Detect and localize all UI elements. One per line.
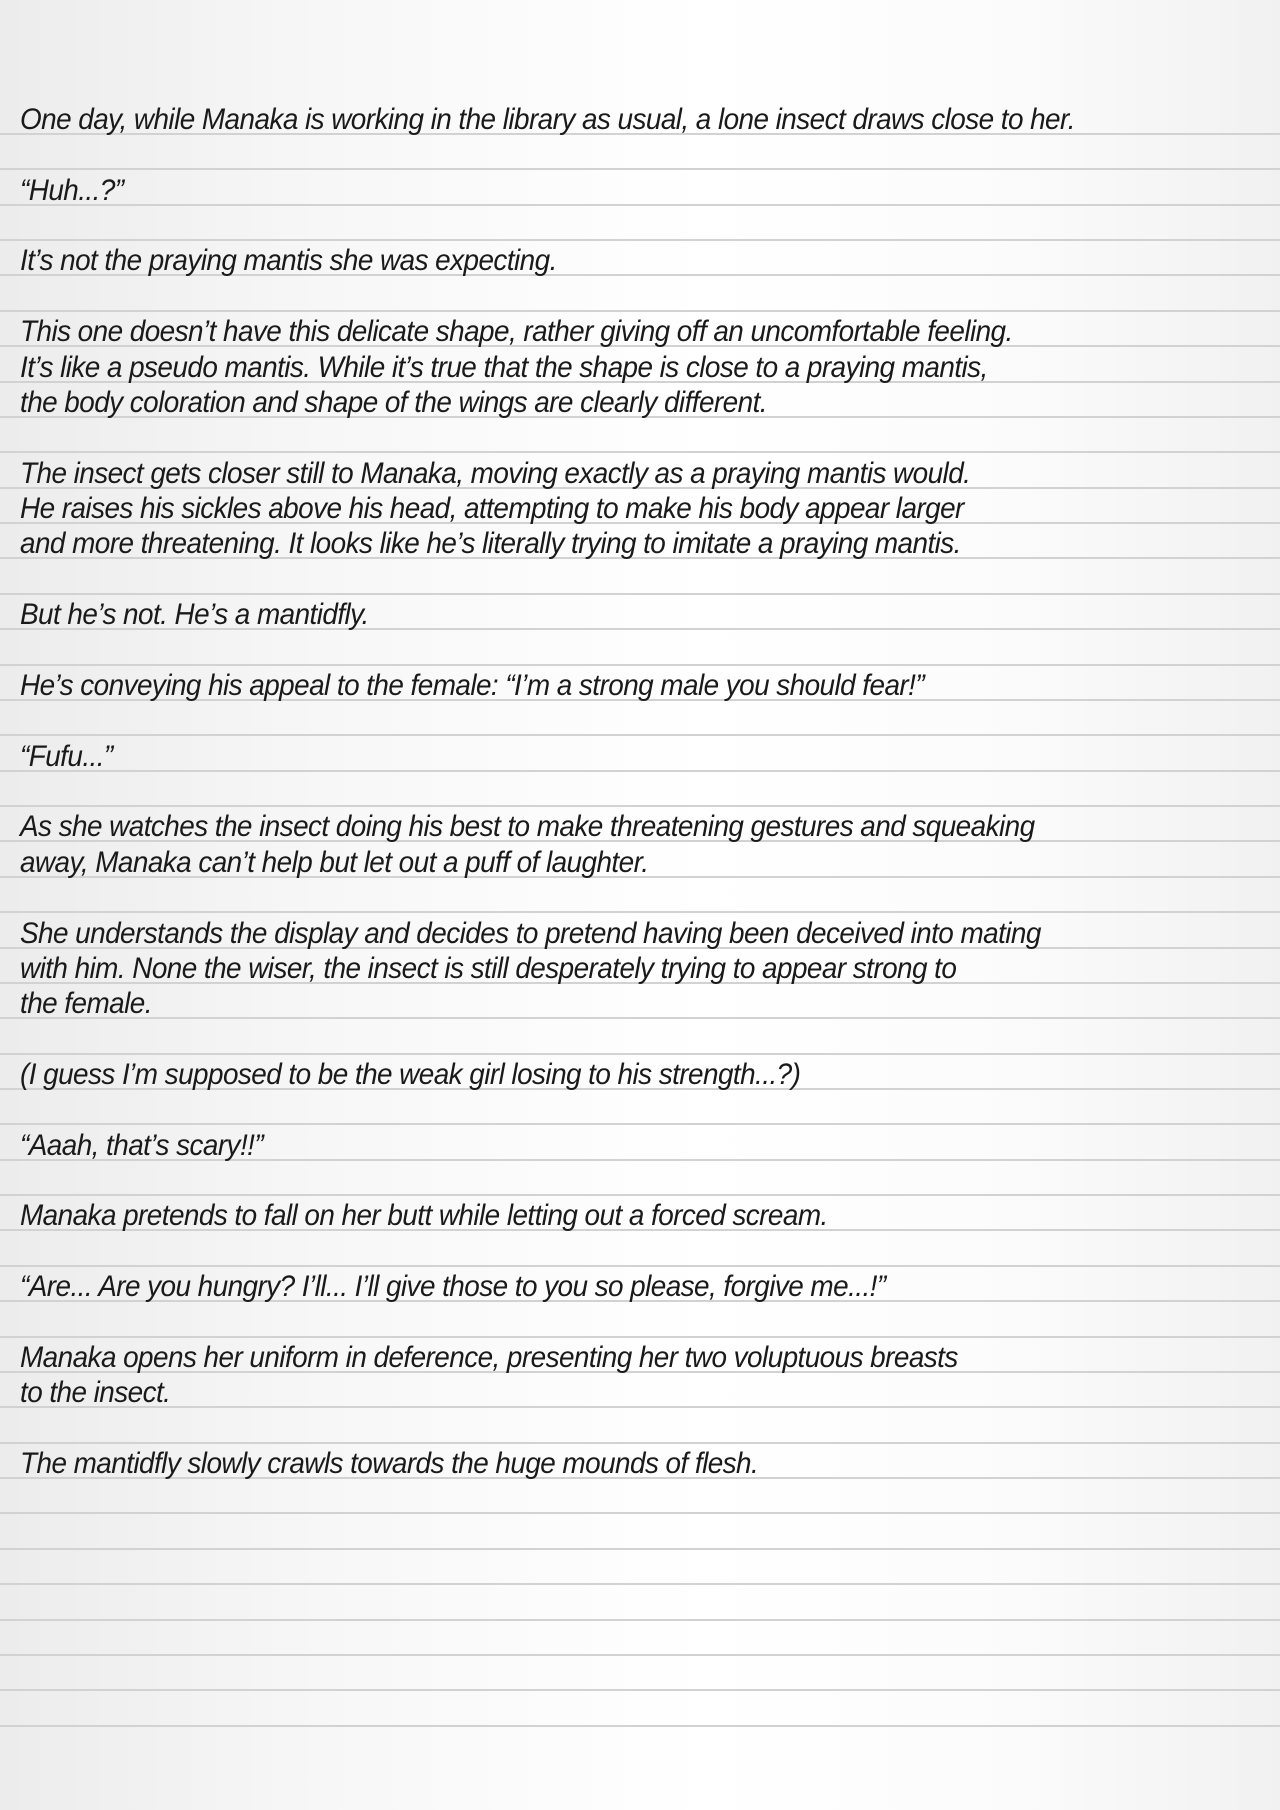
text-line: This one doesn’t have this delicate shape, rather giving off an uncomfortable feeling.: [20, 315, 1013, 349]
text-line: He’s conveying his appeal to the female: “I’m a strong male you should fear!”: [20, 668, 925, 702]
ruled-line: [0, 168, 1280, 170]
text-line: The insect gets closer still to Manaka, moving exactly as a praying mantis would.: [20, 456, 971, 490]
text-line: with him. None the wiser, the insect is still desperately trying to appear strong to: [20, 951, 957, 985]
ruled-line: [0, 593, 1280, 595]
ruled-line: [0, 1619, 1280, 1621]
ruled-line: [0, 805, 1280, 807]
ruled-line: [0, 1017, 1280, 1019]
ruled-line: [0, 310, 1280, 312]
ruled-line: [0, 1406, 1280, 1408]
text-line: It’s not the praying mantis she was expecting.: [20, 244, 557, 278]
text-line: The mantidfly slowly crawls towards the huge mounds of flesh.: [20, 1447, 759, 1481]
text-line: Manaka opens her uniform in deference, presenting her two voluptuous breasts: [20, 1340, 958, 1374]
text-line: “Fufu...”: [20, 739, 113, 773]
text-line: It’s like a pseudo mantis. While it’s true that the shape is close to a praying mantis,: [20, 350, 988, 384]
text-line: Manaka pretends to fall on her butt while letting out a forced scream.: [20, 1199, 828, 1233]
text-line: the female.: [20, 987, 152, 1021]
ruled-line: [0, 1548, 1280, 1550]
text-line: “Huh...?”: [20, 173, 124, 207]
ruled-line: [0, 1583, 1280, 1585]
text-line: “Are... Are you hungry? I’ll... I’ll give those to you so please, forgive me...!”: [20, 1270, 886, 1304]
ruled-line: [0, 1442, 1280, 1444]
text-line: the body coloration and shape of the wings are clearly different.: [20, 385, 767, 419]
text-line: As she watches the insect doing his best to make threatening gestures and squeaking: [20, 810, 1035, 844]
ruled-line: [0, 770, 1280, 772]
text-line: to the insect.: [20, 1376, 171, 1410]
ruled-line: [0, 239, 1280, 241]
text-line: “Aaah, that’s scary!!”: [20, 1128, 264, 1162]
ruled-line: [0, 1689, 1280, 1691]
ruled-line: [0, 451, 1280, 453]
text-line: He raises his sickles above his head, attempting to make his body appear larger: [20, 492, 964, 526]
ruled-line: [0, 1336, 1280, 1338]
text-line: and more threatening. It looks like he’s literally trying to imitate a praying mantis.: [20, 527, 961, 561]
ruled-line: [0, 1265, 1280, 1267]
ruled-line: [0, 1123, 1280, 1125]
text-line: But he’s not. He’s a mantidfly.: [20, 598, 369, 632]
ruled-line: [0, 1194, 1280, 1196]
ruled-line: [0, 1654, 1280, 1656]
ruled-line: [0, 1053, 1280, 1055]
ruled-line: [0, 664, 1280, 666]
ruled-line: [0, 911, 1280, 913]
text-line: She understands the display and decides to pretend having been deceived into mating: [20, 916, 1041, 950]
ruled-line: [0, 204, 1280, 206]
ruled-line: [0, 1512, 1280, 1514]
text-line: One day, while Manaka is working in the library as usual, a lone insect draws close to her.: [20, 103, 1075, 136]
ruled-line: [0, 1725, 1280, 1727]
text-line: (I guess I’m supposed to be the weak girl losing to his strength...?): [20, 1057, 801, 1091]
text-line: away, Manaka can’t help but let out a puff of laughter.: [20, 845, 649, 879]
ruled-line: [0, 734, 1280, 736]
